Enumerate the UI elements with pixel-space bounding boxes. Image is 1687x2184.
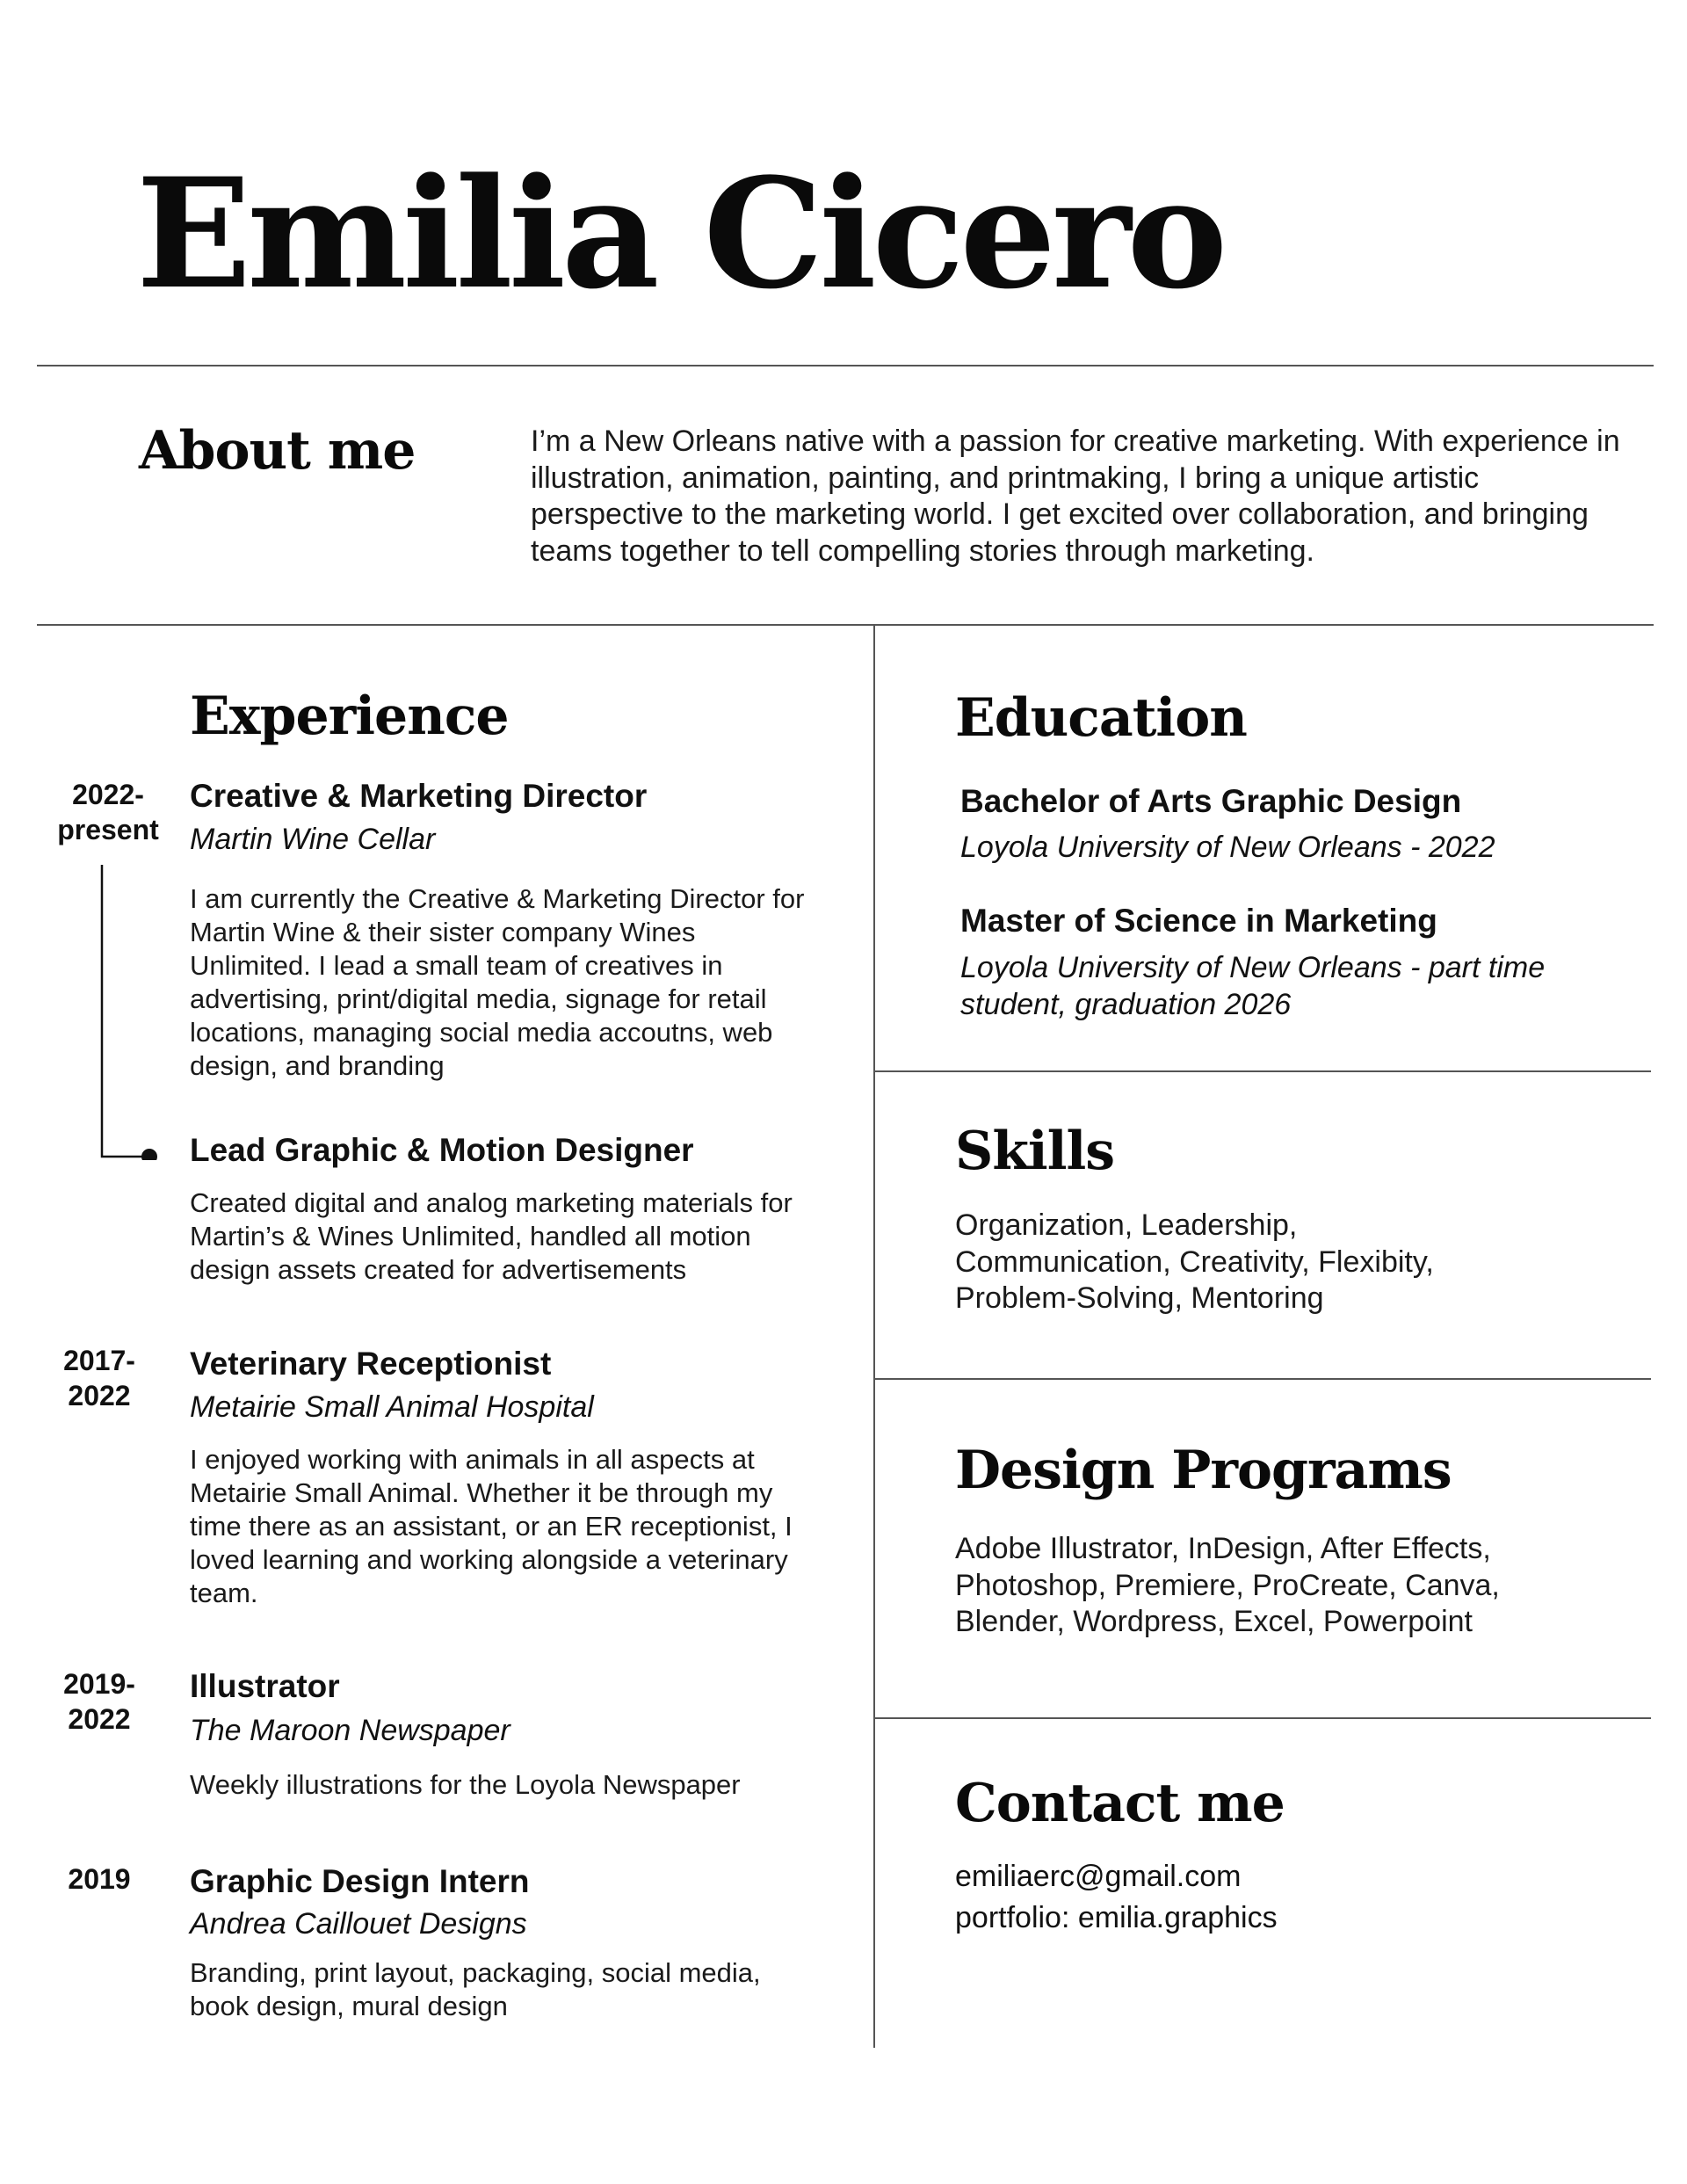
education-degree: Master of Science in Marketing <box>960 903 1437 939</box>
contact-email[interactable]: emiliaerc@gmail.com <box>955 1860 1242 1893</box>
divider-education <box>873 1070 1651 1072</box>
job-years-end: present <box>57 814 159 845</box>
about-text: I’m a New Orleans native with a passion for creative marketing. With experience in illustration, animation, painting, and printmaking, I bring a unique artistic perspective to the marketing world. I get excited over collaboration, and bringing teams together to tell compelling stories through marketing. <box>531 424 1620 568</box>
divider-design-programs <box>873 1717 1651 1719</box>
job-years <box>42 1666 156 1737</box>
contact-title: Contact me <box>955 1773 1285 1834</box>
job-years-start: 2017- <box>63 1345 135 1376</box>
column-divider <box>873 624 875 2048</box>
education-school: Loyola University of New Orleans - part time student, graduation 2026 <box>960 951 1546 1021</box>
job-description: Weekly illustrations for the Loyola Newspaper <box>190 1769 741 1800</box>
education-degree: Bachelor of Arts Graphic Design <box>960 783 1462 819</box>
divider-header <box>37 365 1654 366</box>
job-company: Andrea Caillouet Designs <box>190 1907 527 1941</box>
education-title: Education <box>955 687 1247 749</box>
job-years-start: 2019- <box>63 1668 135 1700</box>
timeline-dot-icon <box>141 1149 157 1160</box>
job-years-start: 2022- <box>72 779 144 810</box>
job-years-end: 2022 <box>68 1703 131 1735</box>
job-company: Martin Wine Cellar <box>190 823 436 856</box>
job-title: Graphic Design Intern <box>190 1863 530 1899</box>
job-title: Illustrator <box>190 1668 340 1704</box>
job-title: Lead Graphic & Motion Designer <box>190 1132 694 1168</box>
timeline-connector <box>88 861 167 1160</box>
skills-title: Skills <box>955 1121 1115 1182</box>
job-description: I am currently the Creative & Marketing Director for Martin Wine & their sister company Wines Unlimited. I lead a small team of creatives in advertising, print/digital media, signage for retail locations, managing social media accoutns, web design, and branding <box>190 883 805 1081</box>
job-company: Metairie Small Animal Hospital <box>190 1390 594 1424</box>
job-years-end: 2022 <box>68 1380 131 1411</box>
job-description: I enjoyed working with animals in all aspects at Metairie Small Animal. Whether it be through my time there as an assistant, or an ER receptionist, I loved learning and working alongside a veterinary team. <box>190 1444 793 1608</box>
design-programs-text: Adobe Illustrator, InDesign, After Effects, Photoshop, Premiere, ProCreate, Canva, Blender, Wordpress, Excel, Powerpoint <box>955 1532 1500 1638</box>
job-company: The Maroon Newspaper <box>190 1714 510 1747</box>
experience-title: Experience <box>190 686 509 747</box>
divider-about <box>37 624 1654 626</box>
job-years <box>42 1861 156 1897</box>
job-years-start: 2019 <box>68 1863 131 1895</box>
skills-text: Organization, Leadership, Communication, Creativity, Flexibity, Problem-Solving, Mentoring <box>955 1208 1434 1315</box>
job-title: Creative & Marketing Director <box>190 778 648 814</box>
resume-name: Emilia Cicero <box>136 144 1224 323</box>
job-years <box>42 1343 156 1413</box>
design-programs-title: Design Programs <box>955 1440 1452 1501</box>
timeline-line <box>102 865 146 1157</box>
divider-skills <box>873 1378 1651 1380</box>
job-description: Created digital and analog marketing materials for Martin’s & Wines Unlimited, handled all motion design assets created for advertisements <box>190 1187 793 1285</box>
job-title: Veterinary Receptionist <box>190 1346 552 1382</box>
job-description: Branding, print layout, packaging, social media, book design, mural design <box>190 1957 761 2021</box>
job-years <box>51 777 165 847</box>
about-title: About me <box>139 420 416 482</box>
contact-portfolio[interactable]: portfolio: emilia.graphics <box>955 1901 1278 1934</box>
education-school: Loyola University of New Orleans - 2022 <box>960 831 1495 864</box>
